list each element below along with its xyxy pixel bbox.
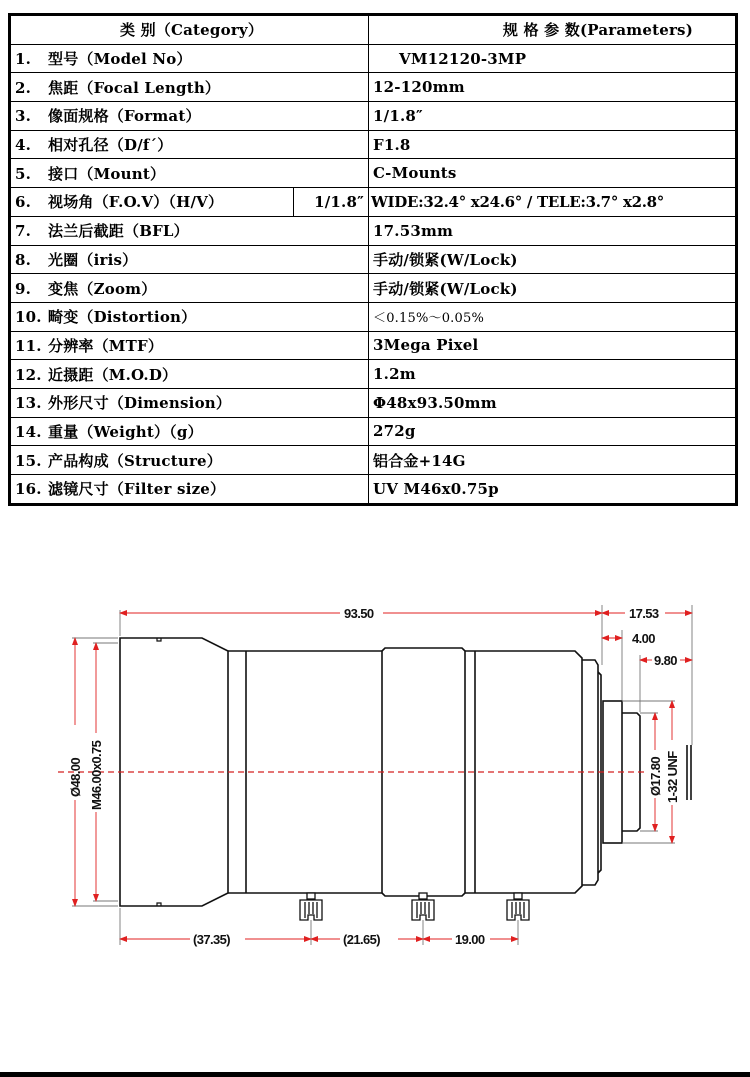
row-value: ＜0.15%～0.05% (369, 302, 737, 331)
row-label: 12. 近摄距（M.O.D） (10, 360, 369, 389)
row-value: 1.2m (369, 360, 737, 389)
row-label: 11. 分辨率（MTF） (10, 331, 369, 360)
row-label: 5. 接口（Mount） (10, 159, 369, 188)
row-label: 3. 像面规格（Format） (10, 102, 369, 131)
dim-flange: 4.00 (632, 631, 655, 646)
dim-mount-thread: 1-32 UNF (665, 751, 680, 803)
row-value: Φ48x93.50mm (369, 388, 737, 417)
lens-dimension-drawing (0, 580, 750, 980)
table-row (10, 302, 737, 331)
row-value: 手动/锁紧(W/Lock) (369, 274, 737, 303)
lock-screw-icon (412, 893, 434, 920)
row-label: 8. 光圈（iris） (10, 245, 369, 274)
row-value: C-Mounts (369, 159, 737, 188)
dim-overall-length: 93.50 (344, 606, 374, 621)
parameters-header: 规 格 参 数(Parameters) (369, 15, 737, 45)
row-label: 10. 畸变（Distortion） (10, 302, 369, 331)
row-value: 17.53mm (369, 216, 737, 245)
row-label: 16. 滤镜尺寸（Filter size） (10, 475, 369, 505)
row-value: 3Mega Pixel (369, 331, 737, 360)
bottom-divider (0, 1072, 750, 1077)
dim-screw-3-offset: 19.00 (455, 932, 485, 947)
row-label: 7. 法兰后截距（BFL） (10, 216, 369, 245)
dim-screw-2-offset: (21.65) (343, 932, 380, 947)
table-row (10, 475, 737, 505)
lock-screw-icon (507, 893, 529, 920)
table-row (10, 188, 737, 217)
table-row (10, 417, 737, 446)
spec-table (8, 13, 738, 506)
table-row (10, 44, 737, 73)
thread-symbol (687, 745, 691, 800)
dim-screw-1-offset: (37.35) (193, 932, 230, 947)
table-row (10, 159, 737, 188)
row-value: UV M46x0.75p (369, 475, 737, 505)
dim-rear-diameter: Ø17.80 (648, 756, 663, 796)
dim-thread-length: 9.80 (654, 653, 677, 668)
row-label: 4. 相对孔径（D/f´） (10, 130, 369, 159)
row-sub-value: 1/1.8″ (294, 188, 369, 217)
dim-filter-thread: M46.00x0.75 (89, 740, 104, 810)
dim-bfl: 17.53 (629, 606, 659, 621)
row-value: 272g (369, 417, 737, 446)
row-label: 9. 变焦（Zoom） (10, 274, 369, 303)
row-value: 铝合金+14G (369, 446, 737, 475)
table-row (10, 388, 737, 417)
table-row (10, 130, 737, 159)
row-label: 1. 型号（Model No） (10, 44, 369, 73)
row-label: 2. 焦距（Focal Length） (10, 73, 369, 102)
table-header-row (10, 15, 737, 45)
lock-screw-icon (300, 893, 322, 920)
table-row (10, 216, 737, 245)
table-row (10, 245, 737, 274)
category-header: 类 别（Category） (10, 15, 369, 45)
row-label: 13. 外形尺寸（Dimension） (10, 388, 369, 417)
row-label: 6. 视场角（F.O.V）（H/V） (10, 188, 294, 217)
table-row (10, 73, 737, 102)
table-row (10, 360, 737, 389)
table-row (10, 331, 737, 360)
row-label: 14. 重量（Weight）（g） (10, 417, 369, 446)
table-row (10, 274, 737, 303)
row-label: 15. 产品构成（Structure） (10, 446, 369, 475)
row-value: VM12120-3MP (369, 44, 737, 73)
row-value: WIDE:32.4° x24.6° / TELE:3.7° x2.8° (369, 188, 737, 217)
row-value: F1.8 (369, 130, 737, 159)
row-value: 12-120mm (369, 73, 737, 102)
table-row (10, 446, 737, 475)
row-value: 1/1.8″ (369, 102, 737, 131)
table-row (10, 102, 737, 131)
dim-outer-diameter: Ø48.00 (68, 757, 83, 797)
row-value: 手动/锁紧(W/Lock) (369, 245, 737, 274)
